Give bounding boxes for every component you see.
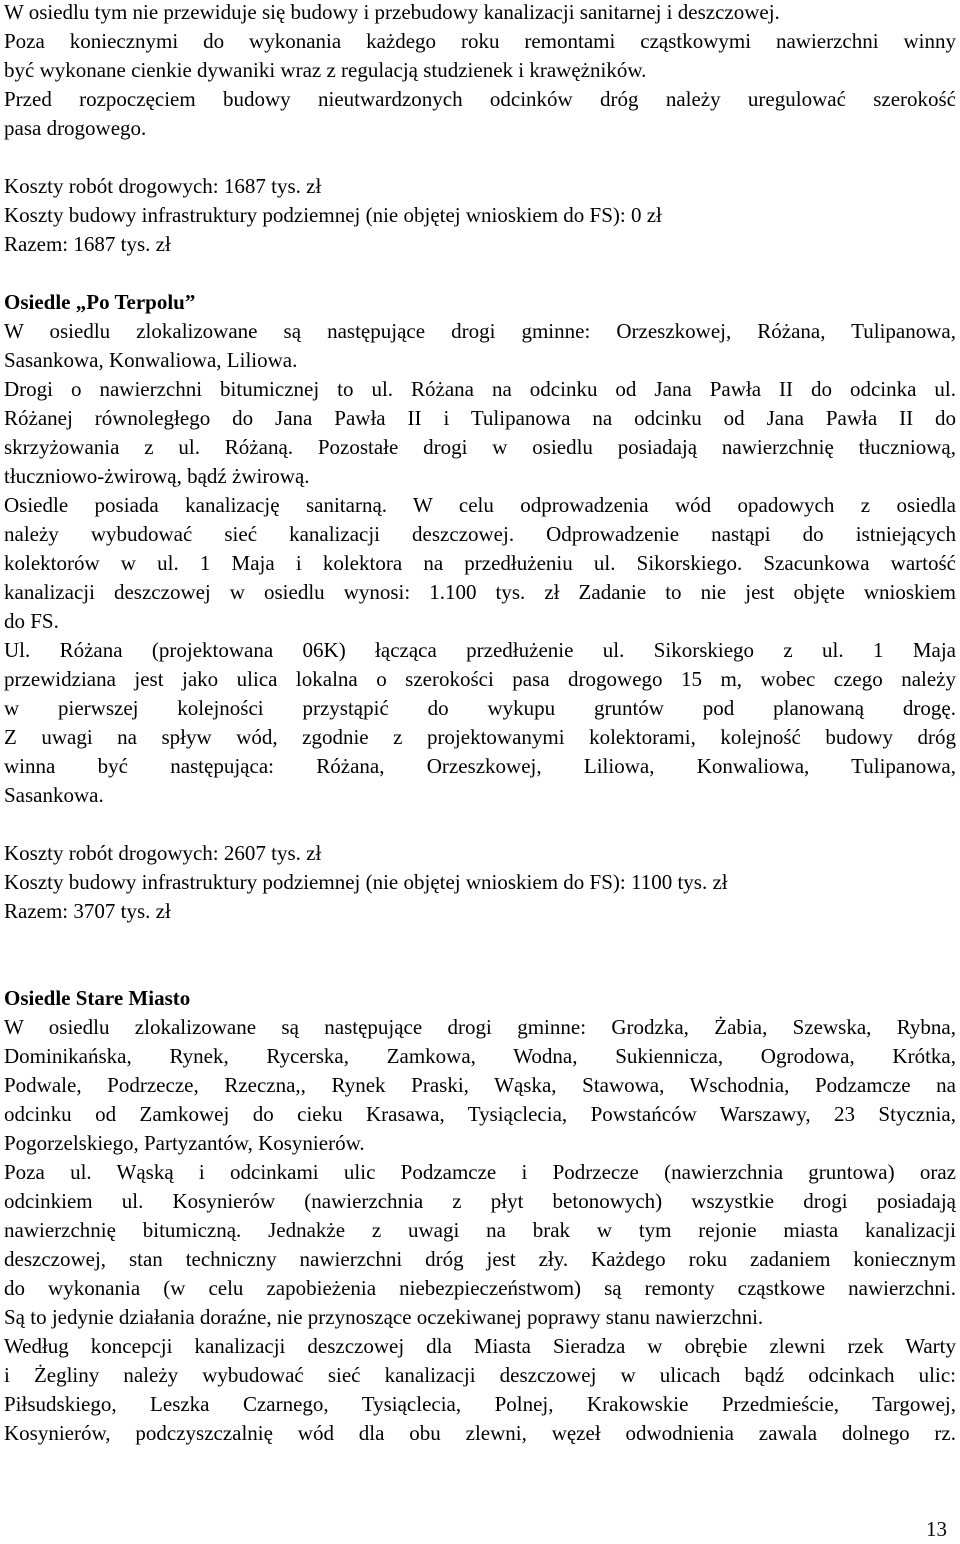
section-heading: Osiedle „Po Terpolu” bbox=[4, 290, 196, 314]
text-line: odcinkiem ul. Kosynierów (nawierzchnia z płyt betonowych) wszystkie drogi posiadają bbox=[4, 1189, 956, 1213]
text-line: W osiedlu zlokalizowane są następujące drogi gminne: Orzeszkowej, Różana, Tulipanowa, bbox=[4, 319, 956, 343]
text-line: winna być następująca: Różana, Orzeszkowej, Liliowa, Konwaliowa, Tulipanowa, bbox=[4, 754, 956, 778]
text-line: Według koncepcji kanalizacji deszczowej dla Miasta Sieradza w obrębie zlewni rzek Warty bbox=[4, 1334, 956, 1358]
text-line: Są to jedynie działania doraźne, nie przynoszące oczekiwanej poprawy stanu nawierzchni. bbox=[4, 1305, 764, 1329]
cost-roads-line: Koszty robót drogowych: 1687 tys. zł bbox=[4, 174, 322, 198]
text-line: Różanej równoległego do Jana Pawła II i Tulipanowa na odcinku od Jana Pawła II do bbox=[4, 406, 956, 430]
text-line: Sasankowa. bbox=[4, 783, 104, 807]
section-heading: Osiedle Stare Miasto bbox=[4, 986, 191, 1010]
text-line: kolektorów w ul. 1 Maja i kolektora na przedłużeniu ul. Sikorskiego. Szacunkowa wartość bbox=[4, 551, 956, 575]
text-line: Ul. Różana (projektowana 06K) łącząca przedłużenie ul. Sikorskiego z ul. 1 Maja bbox=[4, 638, 956, 662]
text-line: Pogorzelskiego, Partyzantów, Kosynierów. bbox=[4, 1131, 365, 1155]
page-number: 13 bbox=[926, 1517, 947, 1541]
text-line: przewidziana jest jako ulica lokalna o szerokości pasa drogowego 15 m, wobec czego należy bbox=[4, 667, 956, 691]
text-line: i Żegliny należy wybudować sieć kanalizacji deszczowej w ulicach bądź odcinkach ulic: bbox=[4, 1363, 956, 1387]
text-line: należy wybudować sieć kanalizacji deszczowej. Odprowadzenie nastąpi do istniejących bbox=[4, 522, 956, 546]
text-line: Z uwagi na spływ wód, zgodnie z projektowanymi kolektorami, kolejność budowy dróg bbox=[4, 725, 956, 749]
cost-infrastructure-line: Koszty budowy infrastruktury podziemnej (nie objętej wnioskiem do FS): 1100 tys. zł bbox=[4, 870, 728, 894]
text-line: do FS. bbox=[4, 609, 59, 633]
text-line: być wykonane cienkie dywaniki wraz z regulacją studzienek i krawężników. bbox=[4, 58, 647, 82]
text-line: nawierzchnię bitumiczną. Jednakże z uwagi na brak w tym rejonie miasta kanalizacji bbox=[4, 1218, 956, 1242]
cost-roads-line: Koszty robót drogowych: 2607 tys. zł bbox=[4, 841, 322, 865]
text-line: pasa drogowego. bbox=[4, 116, 147, 140]
text-line: Poza koniecznymi do wykonania każdego roku remontami cząstkowymi nawierzchni winny bbox=[4, 29, 956, 53]
text-line: W osiedlu zlokalizowane są następujące drogi gminne: Grodzka, Żabia, Szewska, Rybna, bbox=[4, 1015, 956, 1039]
text-line: kanalizacji deszczowej w osiedlu wynosi: 1.100 tys. zł Zadanie to nie jest objęte wnioskiem bbox=[4, 580, 956, 604]
text-line: do wykonania (w celu zapobieżenia niebezpieczeństwom) są remonty cząstkowe nawierzchni. bbox=[4, 1276, 956, 1300]
text-line: skrzyżowania z ul. Różaną. Pozostałe drogi w osiedlu posiadają nawierzchnię tłuczniową, bbox=[4, 435, 956, 459]
text-line: deszczowej, stan techniczny nawierzchni dróg jest zły. Każdego roku zadaniem koniecznym bbox=[4, 1247, 956, 1271]
text-line: Podwale, Podrzecze, Rzeczna,, Rynek Praski, Wąska, Stawowa, Wschodnia, Podzamcze na bbox=[4, 1073, 956, 1097]
text-line: Przed rozpoczęciem budowy nieutwardzonych odcinków dróg należy uregulować szerokość bbox=[4, 87, 956, 111]
text-line: w pierwszej kolejności przystąpić do wykupu gruntów pod planowaną drogę. bbox=[4, 696, 956, 720]
text-line: Drogi o nawierzchni bitumicznej to ul. Różana na odcinku od Jana Pawła II do odcinka ul. bbox=[4, 377, 956, 401]
cost-infrastructure-line: Koszty budowy infrastruktury podziemnej (nie objętej wnioskiem do FS): 0 zł bbox=[4, 203, 662, 227]
text-line: tłuczniowo-żwirową, bądź żwirową. bbox=[4, 464, 310, 488]
cost-total-line: Razem: 1687 tys. zł bbox=[4, 232, 171, 256]
text-line: odcinku od Zamkowej do cieku Krasawa, Tysiąclecia, Powstańców Warszawy, 23 Stycznia, bbox=[4, 1102, 956, 1126]
text-line: Poza ul. Wąską i odcinkami ulic Podzamcze i Podrzecze (nawierzchnia gruntowa) oraz bbox=[4, 1160, 956, 1184]
text-line: Piłsudskiego, Leszka Czarnego, Tysiąclecia, Polnej, Krakowskie Przedmieście, Targowej, bbox=[4, 1392, 956, 1416]
cost-total-line: Razem: 3707 tys. zł bbox=[4, 899, 171, 923]
text-line: Osiedle posiada kanalizację sanitarną. W celu odprowadzenia wód opadowych z osiedla bbox=[4, 493, 956, 517]
text-line: Kosynierów, podczyszczalnię wód dla obu zlewni, węzeł odwodnienia zawala dolnego rz. bbox=[4, 1421, 956, 1445]
text-line: Dominikańska, Rynek, Rycerska, Zamkowa, Wodna, Sukiennicza, Ogrodowa, Krótka, bbox=[4, 1044, 956, 1068]
text-line: W osiedlu tym nie przewiduje się budowy i przebudowy kanalizacji sanitarnej i deszczowej. bbox=[4, 0, 780, 24]
text-line: Sasankowa, Konwaliowa, Liliowa. bbox=[4, 348, 298, 372]
